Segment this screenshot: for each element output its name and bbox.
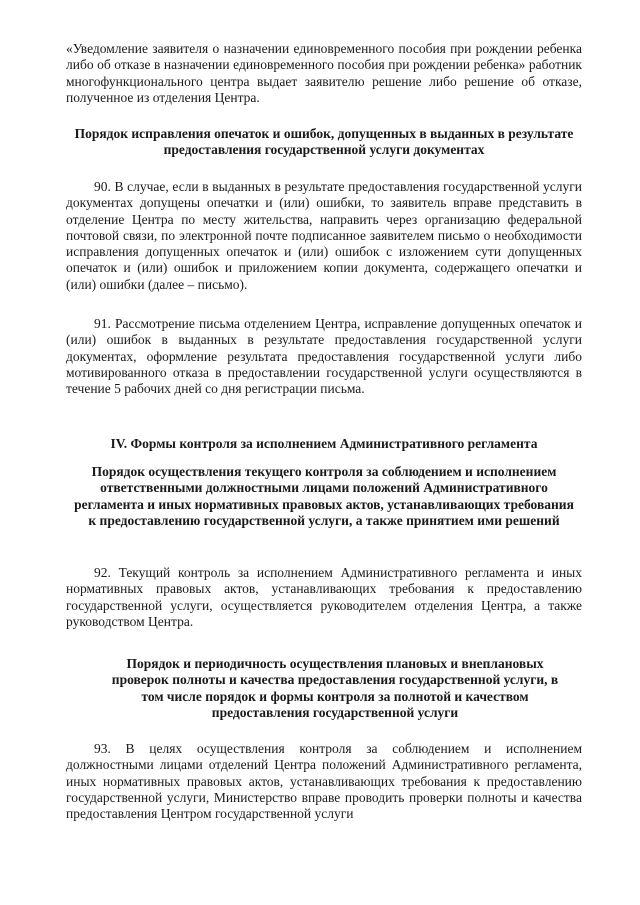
paragraph-93: 93. В целях осуществления контроля за соблюдением и исполнением должностными лицами отделений Центра положений Административного регламента, иных нормативных правовых актов, устанавливающих требования к предоставлению государственной услуги, Министерство вправе проводить проверки полноты и качества предоставления Центром государственной услуги xyxy=(66,741,582,822)
typo-correction-heading: Порядок исправления опечаток и ошибок, допущенных в выданных в результате предоставления государственной услуги документах xyxy=(74,126,574,158)
periodic-inspection-heading: Порядок и периодичность осуществления плановых и внеплановых проверок полноты и качества предоставления государственной услуги, в том числе порядок и формы контроля за полнотой и качеством предоставления государственной услуги xyxy=(111,656,559,720)
current-control-heading: Порядок осуществления текущего контроля за соблюдением и исполнением ответственными должностными лицами положений Административного регламента и иных нормативных правовых актов, устанавливающих требования к предоставлению государственной услуги, а также принятием ими решений xyxy=(74,464,574,528)
intro-paragraph: «Уведомление заявителя о назначении единовременного пособия при рождении ребенка либо об отказе в назначении единовременного пособия при рождении ребенка» работник многофункционального центра выдает заявителю решение либо решение об отказе, полученное из отделения Центра. xyxy=(66,41,582,105)
paragraph-91: 91. Рассмотрение письма отделением Центра, исправление допущенных опечаток и (или) ошибок в выданных в результате предоставления государственной услуги документах, оформление результата предоставления государственной услуги либо мотивированного отказа в предоставлении государственной услуги осуществляются в течение 5 рабочих дней со дня регистрации письма. xyxy=(66,316,582,397)
section-4-heading: IV. Формы контроля за исполнением Административного регламента xyxy=(110,436,538,451)
paragraph-92: 92. Текущий контроль за исполнением Административного регламента и иных нормативных правовых актов, устанавливающих требования к предоставлению государственной услуги, осуществляется руководителем отделения Центра, а также руководством Центра. xyxy=(66,565,582,629)
paragraph-90: 90. В случае, если в выданных в результате предоставления государственной услуги документах допущены опечатки и (или) ошибки, то заявитель вправе представить в отделение Центра по месту жительства, направить через организацию федеральной почтовой связи, по электронной почте подписанное заявителем письмо о необходимости исправления допущенных опечаток и (или) ошибок с изложением сути допущенных опечаток и (или) ошибок и приложением копии документа, содержащего опечатки и (или) ошибки (далее – письмо). xyxy=(66,179,582,292)
